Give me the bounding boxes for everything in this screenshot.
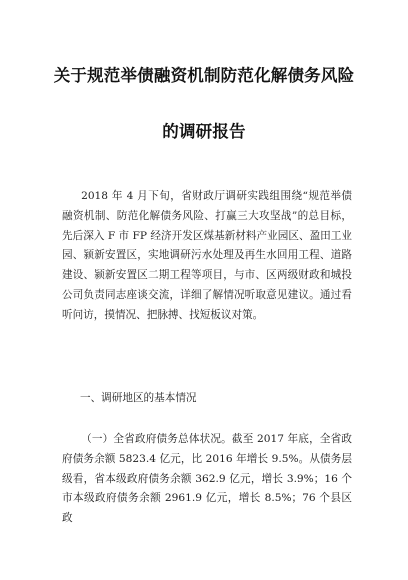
section-heading: 一、调研地区的基本情况 [80,392,197,404]
document-title-line-1: 关于规范举债融资机制防范化解债务风险 [53,66,355,85]
debt-overview-paragraph: （一）全省政府债务总体状况。截至 2017 年底，全省政府债务余额 5823.4 亿元，比 2016 年增长 9.5%。从债务层级看，省本级政府债务余额 362.9 亿元，增长 3.9%；16 个市本级政府债务余额 2961.9 亿元，增长 8.5%；76 个县区政 [62,433,352,525]
document-title-line-2: 的调研报告 [162,122,246,141]
intro-paragraph: 2018 年 4 月下旬，省财政厅调研实践组围绕“规范举债融资机制、防范化解债务风险、打赢三大攻坚战”的总目标，先后深入 F 市 FP 经济开发区煤基新材料产业园区、盈田工业园、颍新安置区，实地调研污水处理及再生水回用工程、道路建设、颍新安置区二期工程等项目，与市、区两级财政和城投公司负责同志座谈交流，详细了解情况听取意见建议。通过看听问访，摸情况、把脉搏、找短板议对策。 [62,190,352,321]
